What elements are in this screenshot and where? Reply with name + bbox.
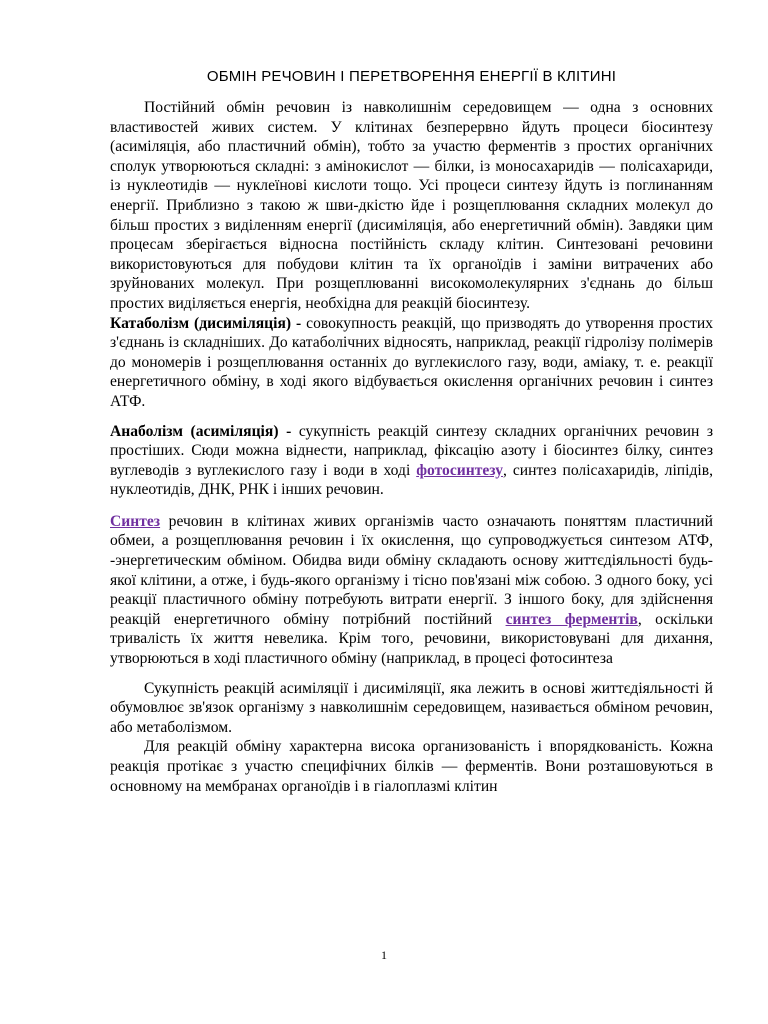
synthesis-text-part2: , оскільки тривалість їх життя невелика. Крім того, речовини, використовувані для дихання, утворюються в ході пластичного обміну (наприклад, в процесі фотосинтеза xyxy=(110,610,713,668)
paragraph-catabolism xyxy=(110,314,713,412)
term-open-paren: ( xyxy=(189,314,200,332)
paragraph-anabolism xyxy=(110,422,713,500)
paragraph-synthesis xyxy=(110,512,713,669)
term-dissimilation: дисиміляція xyxy=(199,314,286,332)
term-assimilation: асиміляція xyxy=(195,422,274,440)
paragraph-metabolism-definition: Сукупність реакцій асиміляції і дисиміляції, яка лежить в основі життєдіяльності й обумовлює зв'язок організму з навколишнім середовищем, називається обміном речовин, або метаболізмом. xyxy=(110,679,713,736)
anabolism-definition-part2: , синтез полісахаридів, ліпідів, нуклеотидів, ДНК, РНК і інших речовин. xyxy=(110,461,713,499)
anabolism-definition-part1: сукупність реакцій синтезу складних органічних речовин з простіших. Сюди можна віднести, наприклад, фіксацію азоту і біосинтез білку, синтез вуглеводів з вуглекислого газу і води в ході xyxy=(110,422,714,479)
document-body xyxy=(110,98,713,796)
term-catabolism: Катаболізм xyxy=(110,314,190,332)
term-anabolism: Анаболізм xyxy=(110,422,183,440)
paragraph-enzymes: Для реакцій обміну характерна висока организованість і впорядкованість. Кожна реакція протікає з участю специфічних білків — ферментів. Вони розташовуються в основному на мембранах органоїдів і в гіалоплазмі клітин xyxy=(110,738,713,795)
paragraph-metabolism-intro: Постійний обмін речовин із навколишнім середовищем — одна з основних властивостей живих систем. У клітинах безперервно йдуть процеси біосинтезу (асиміляція, або пластичний обмін), тобто за участю ферментів з простих органічних сполук утворюються складні: з амінокислот — білки, із моносахаридів — полісахариди, із нуклеотидів — нуклеїнові кислоти тощо. Усі процеси синтезу йдуть із поглинанням енергії. Приблизно з такою ж шви-дкістю йде і розщеплювання складних молекул до більш простих з виділенням енергії (дисиміляція, або енергетичний обмін). Завдяки цим процесам зберігається відносна постійність складу клітин. Синтезовані речовини використовуються для побудови клітин та їх органоїдів і заміни витрачених або зруйнованих молекул. При розщеплюванні високомолекулярних з'єднань до більш простих виділяється енергія, необхідна для реакцій біосинтезу. xyxy=(110,99,713,312)
term-close-paren: ) - xyxy=(285,314,307,332)
link-enzyme-synthesis[interactable]: синтез ферментів xyxy=(505,610,638,628)
catabolism-definition: совокупность реакцій, що призводять до утворення простих з'єднань із складніших. До катаболічних відносять, наприклад, реакції гідролізу полімерів до мономерів і розщеплювання останніх до вуглекислого газу, води, аміаку, т. е. реакції енергетичного обміну, в ході якого відбувається окислення органічних речовин і синтез АТФ. xyxy=(110,314,714,410)
link-synthesis[interactable]: Синтез xyxy=(110,512,161,530)
link-photosynthesis[interactable]: фотосинтезу xyxy=(416,461,504,479)
term-close-paren: ) - xyxy=(273,422,299,440)
page-title: ОБМІН РЕЧОВИН І ПЕРЕТВОРЕННЯ ЕНЕРГІЇ В КЛІТИНІ xyxy=(206,68,617,85)
page-number: 1 xyxy=(381,948,387,962)
term-open-paren: ( xyxy=(182,422,196,440)
synthesis-text-part1: речовин в клітинах живих організмів часто означають поняттям пластичний обмеи, а розщеплювання речовин і їх окислення, що супроводжується синтезом АТФ, -энергетическим обміном. Обидва види обміну складають основу життєдіяльності будь-якої клітини, а отже, і будь-якого організму і тісно пов'язані між собою. З одного боку, усі реакції пластичного обміну потребують витрати енергії. З іншого боку, для здійснення реакцій енергетичного обміну потрібний постійний xyxy=(110,512,713,628)
